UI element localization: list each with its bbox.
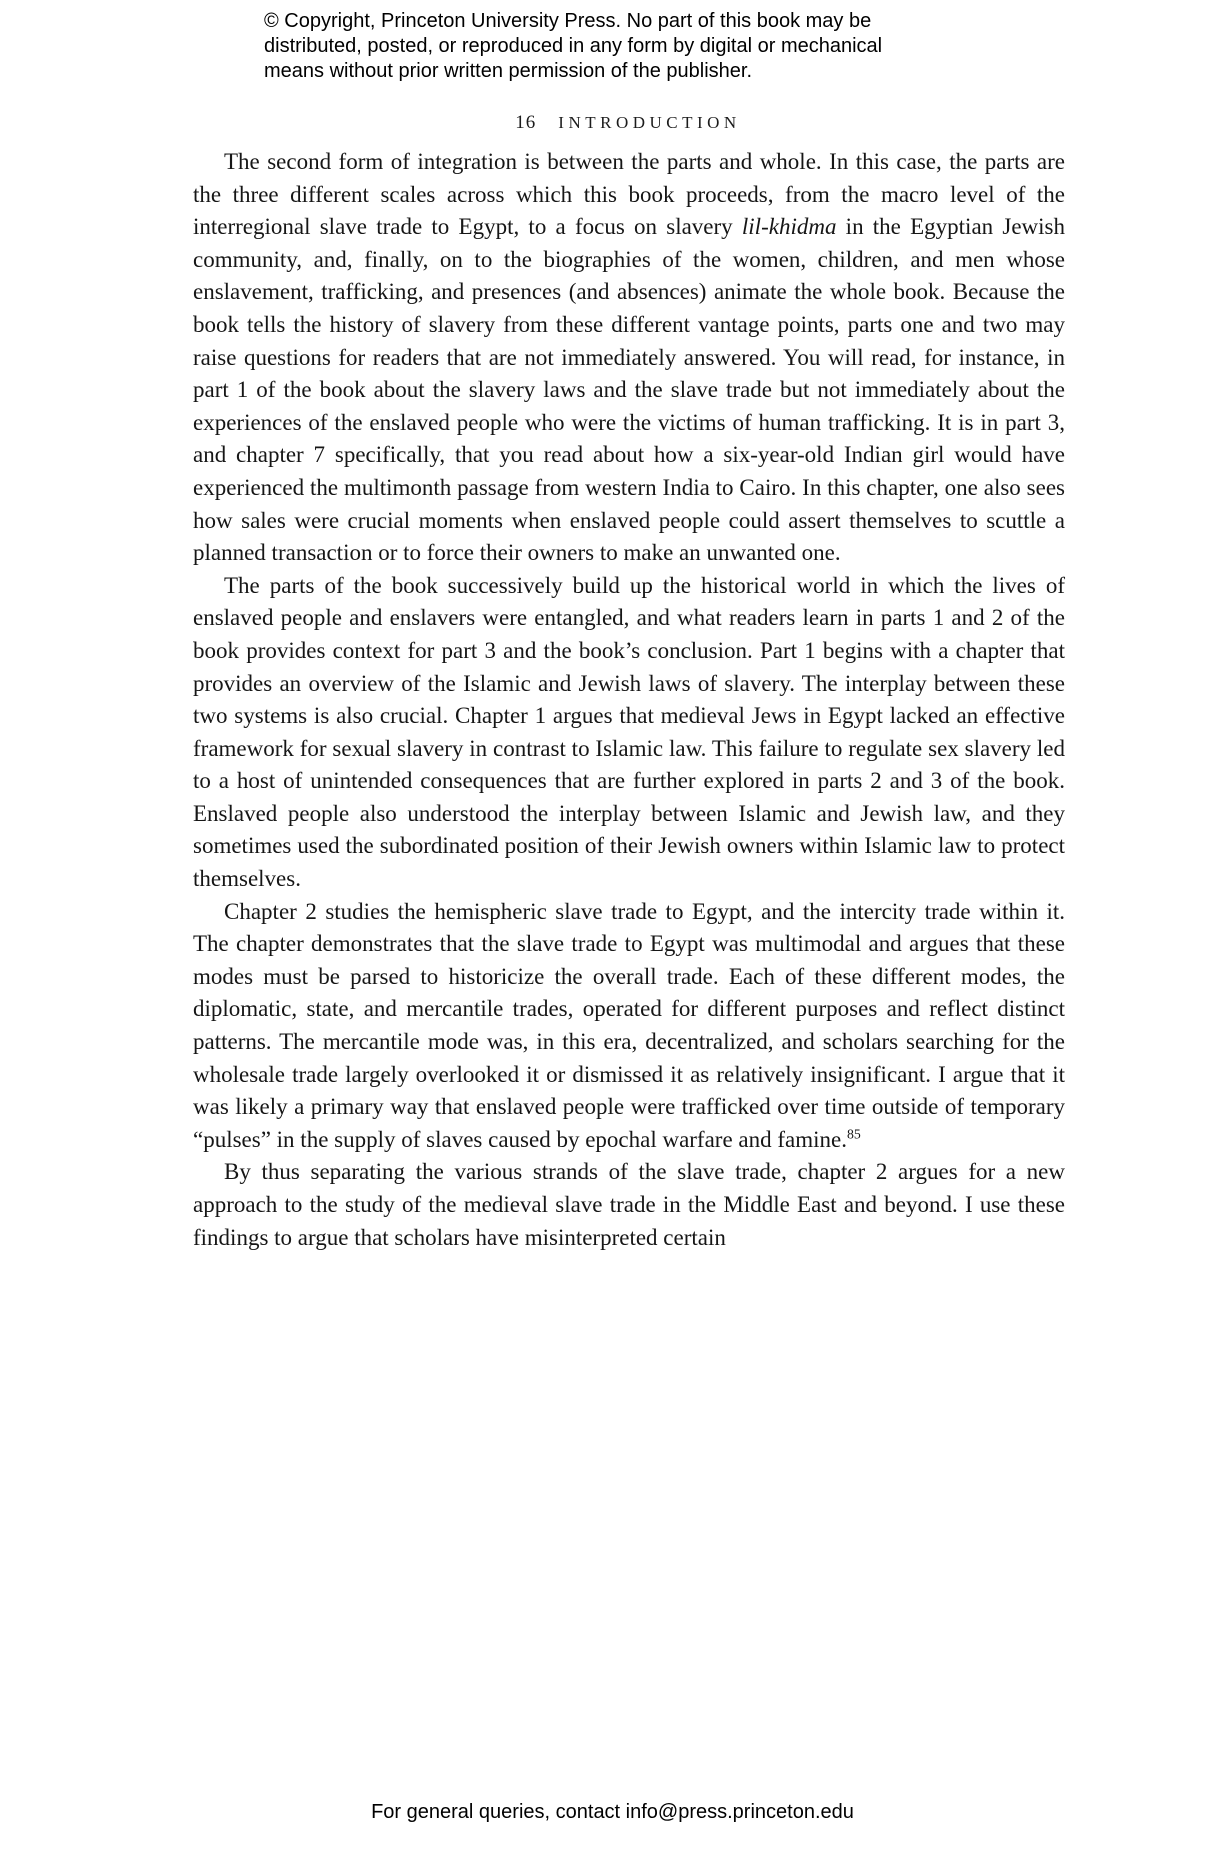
footnote-reference: 85 [846, 1126, 861, 1142]
running-title: INTRODUCTION [558, 113, 741, 132]
text-run: By thus separating the various strands of the slave trade, chapter 2 argues for a new approach to the study of the medieval slave trade in the Middle East and beyond. I use these findings to argue that scholars have misinterpreted certain [193, 1159, 1065, 1250]
paragraph [193, 146, 1065, 570]
text-run: in the Egyptian Jewish community, and, finally, on to the biographies of the women, children, and men whose enslavement, trafficking, and presences (and absences) animate the whole book. Because the book tells the history of slavery from these different vantage points, parts one and two may raise questions for readers that are not immediately answered. You will read, for instance, in part 1 of the book about the slavery laws and the slave trade but not immediately about the experiences of the enslaved people who were the victims of human trafficking. It is in part 3, and chapter 7 specifically, that you read about how a six-year-old Indian girl would have experienced the multimonth passage from western India to Cairo. In this chapter, one also sees how sales were crucial moments when enslaved people could assert themselves to scuttle a planned transaction or to force their owners to make an unwanted one. [193, 214, 1065, 566]
running-header [193, 112, 1063, 134]
italic-term: lil-khidma [741, 214, 837, 240]
page-number: 16 [515, 112, 537, 133]
copyright-notice [264, 9, 882, 84]
paragraph [193, 896, 1065, 1157]
text-run: The second form of integration is between the parts and whole. In this case, the parts are the three different scales across which this book proceeds, from the macro level of the interregional slave trade to Egypt, to a focus on slavery [193, 149, 1065, 240]
paragraph [193, 1156, 1065, 1254]
paragraph [193, 570, 1065, 896]
text-run: The parts of the book successively build up the historical world in which the lives of enslaved people and enslavers were entangled, and what readers learn in parts 1 and 2 of the book provides context for part 3 and the book’s conclusion. Part 1 begins with a chapter that provides an overview of the Islamic and Jewish laws of slavery. The interplay between these two systems is also crucial. Chapter 1 argues that medieval Jews in Egypt lacked an effective framework for sexual slavery in contrast to Islamic law. This failure to regulate sex slavery led to a host of unintended consequences that are further explored in parts 2 and 3 of the book. Enslaved people also understood the interplay between Islamic and Jewish law, and they sometimes used the subordinated position of their Jewish owners within Islamic law to protect themselves. [193, 572, 1065, 892]
copyright-line: © Copyright, Princeton University Press. No part of this book may be [264, 10, 872, 32]
footer-contact: For general queries, contact info@press.princeton.edu [371, 1801, 854, 1823]
copyright-line: distributed, posted, or reproduced in any form by digital or mechanical [264, 35, 883, 57]
body-text [193, 146, 1065, 1254]
text-run: Chapter 2 studies the hemispheric slave trade to Egypt, and the intercity trade within it. The chapter demonstrates that the slave trade to Egypt was multimodal and argues that these modes must be parsed to historicize the overall trade. Each of these different modes, the diplomatic, state, and mercantile trades, operated for different purposes and reflect distinct patterns. The mercantile mode was, in this era, decentralized, and scholars searching for the wholesale trade largely overlooked it or dismissed it as relatively insignificant. I argue that it was likely a primary way that enslaved people were trafficked over time outside of temporary “pulses” in the supply of slaves caused by epochal warfare and famine. [193, 898, 1065, 1152]
copyright-line: means without prior written permission of the publisher. [264, 60, 753, 82]
